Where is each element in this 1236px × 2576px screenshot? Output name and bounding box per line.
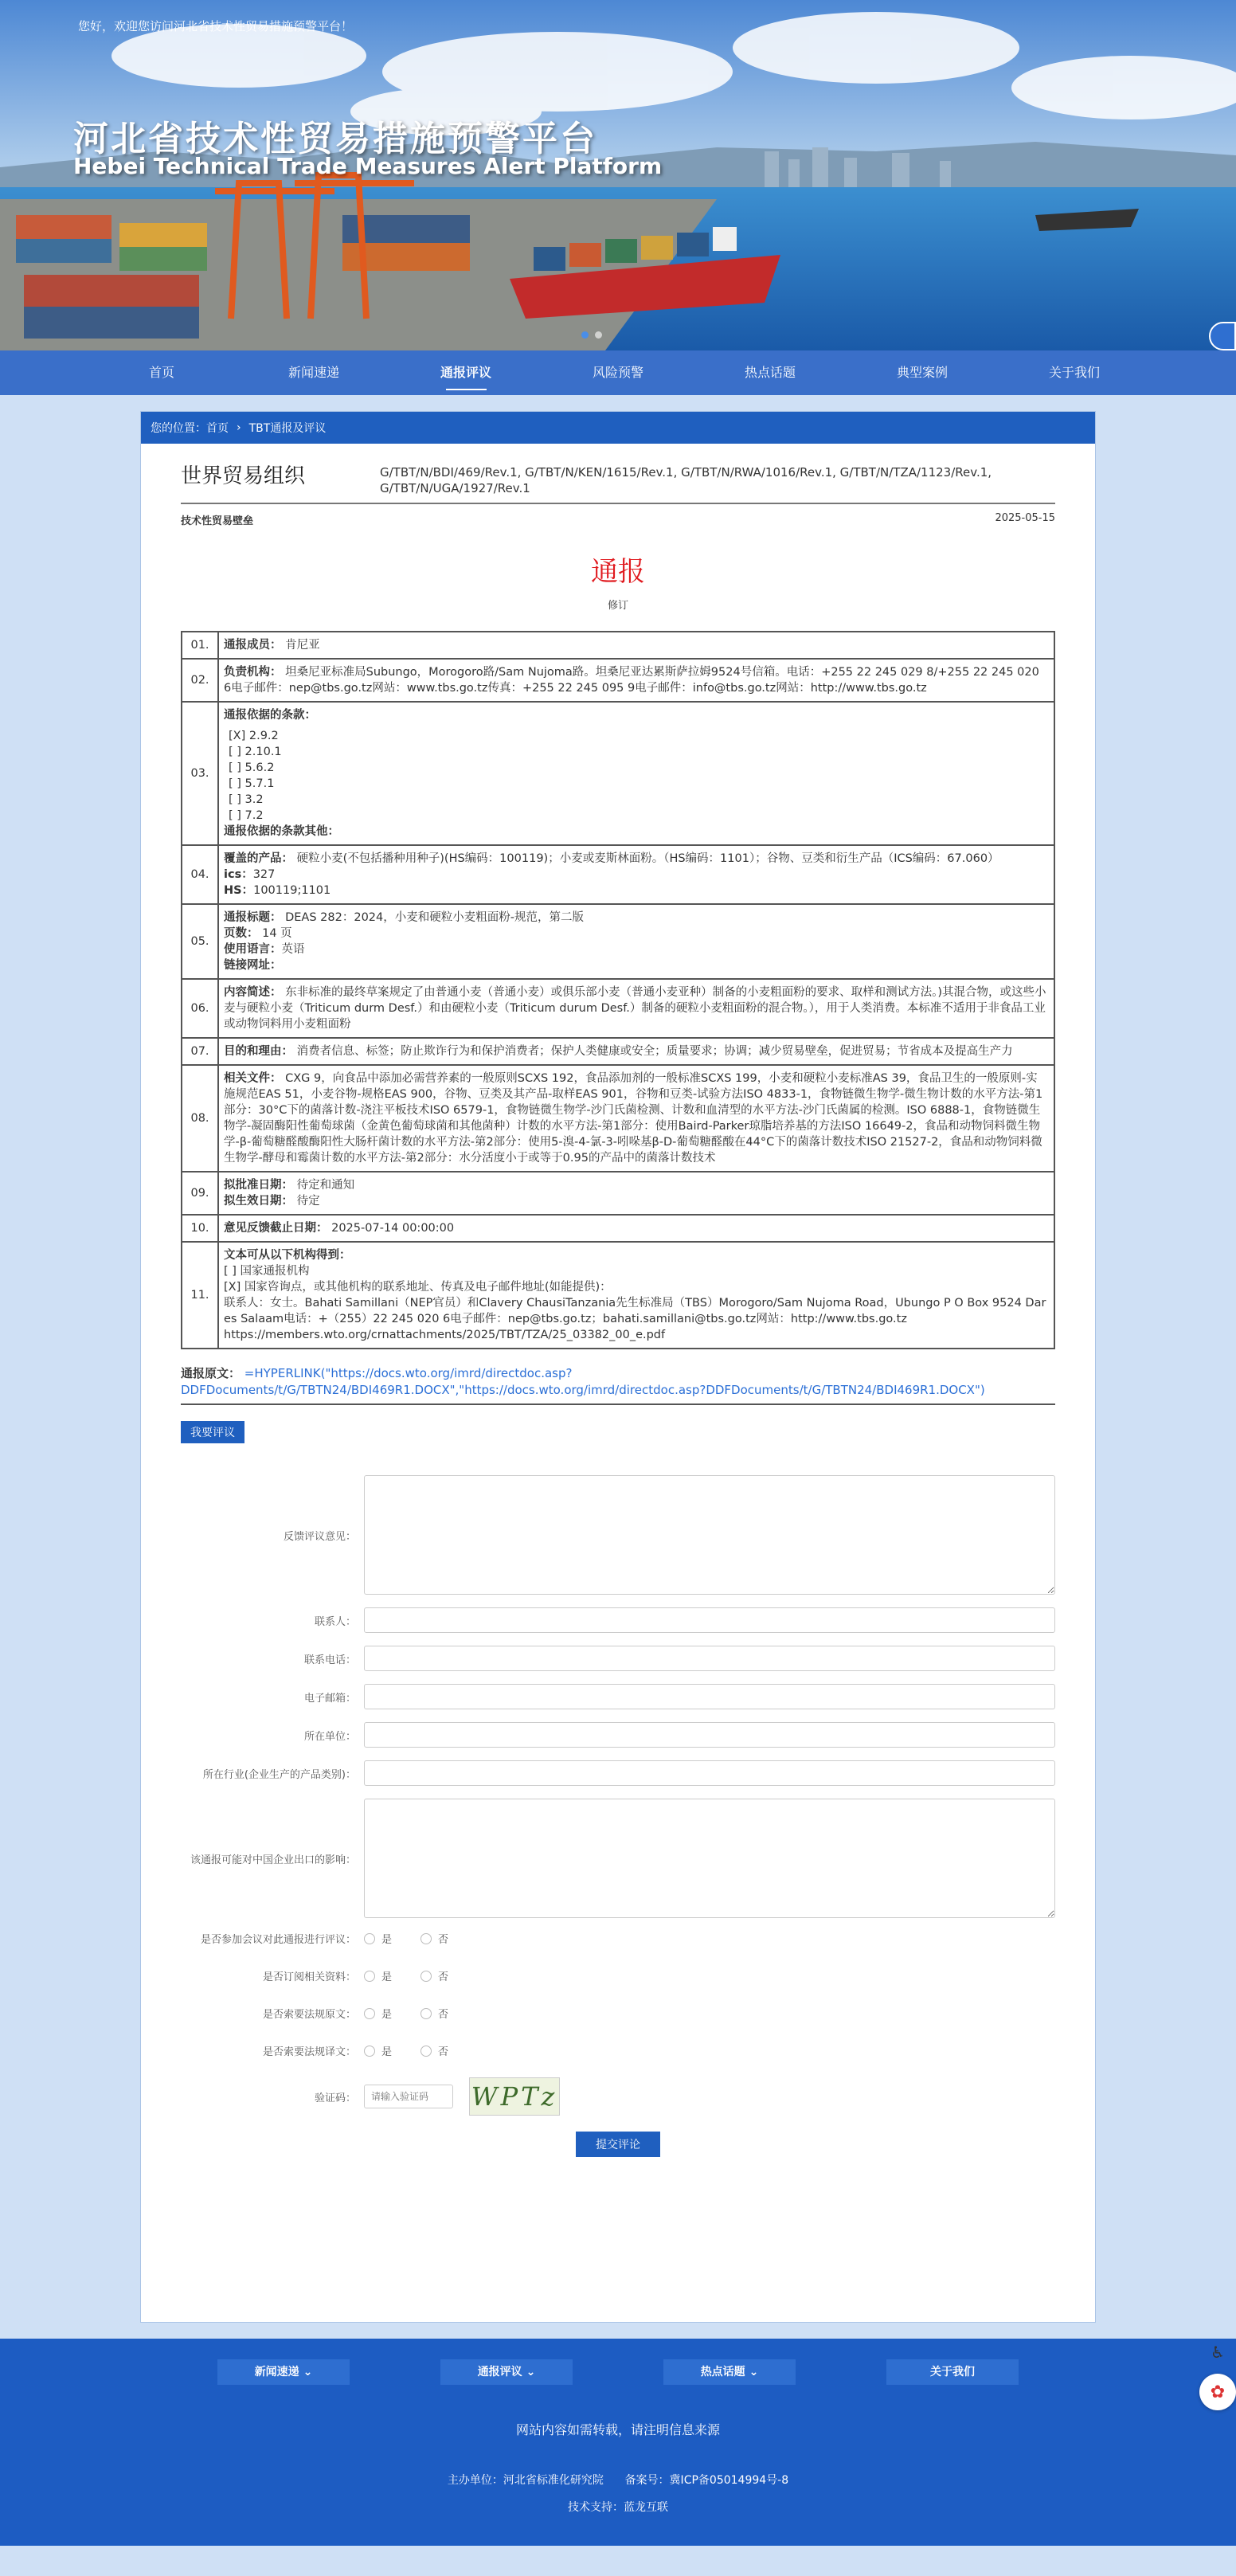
hs-label: HS： (224, 884, 254, 897)
industry-input[interactable] (364, 1760, 1055, 1786)
row-number: 09. (182, 1172, 218, 1215)
row-number: 08. (182, 1065, 218, 1172)
impact-label: 该通报可能对中国企业出口的影响： (190, 1854, 356, 1866)
row-label: 文本可从以下机构得到： (224, 1249, 351, 1262)
breadcrumb-home[interactable]: 首页 (206, 422, 229, 435)
row-label: 意见反馈截止日期： (224, 1222, 328, 1235)
document-numbers: G/TBT/N/BDI/469/Rev.1, G/TBT/N/KEN/1615/Rev.1, G/TBT/N/RWA/1016/Rev.1, G/TBT/N/TZA/1123/Rev.1, G/TBT/N/UGA/1927/Rev.1 (380, 465, 992, 495)
notice-category: 技术性贸易壁垒 (181, 515, 254, 527)
radio-no[interactable]: 否 (420, 2043, 448, 2058)
chat-service-icon[interactable]: ✿ (1199, 2374, 1236, 2410)
chevron-down-icon: ⌄ (749, 2366, 759, 2378)
row-text: 2025-07-14 00:00:00 (331, 1222, 455, 1235)
carousel-dot[interactable] (595, 331, 602, 339)
contact-input[interactable] (364, 1607, 1055, 1633)
radio-no[interactable]: 否 (420, 1931, 448, 1946)
clause-item: [ ] 5.7.1 (229, 777, 275, 790)
radio-label: 是否参加会议对此通报进行评议： (200, 1934, 356, 1946)
row-label: 相关文件： (224, 1072, 282, 1085)
row-text: 联系人：女士。Bahati Samillani（NEP官员）和Clavery ChausiTanzania先生标准局（TBS）Morogoro/Sam Nujoma Road，Ubungo P O Box 9524 Dar es Salaam电话：+（255）22 245 020 6电子邮件：nep@tbs.go.tz；bahati.samillani@tbs.go.tz网站：http://www.tbs.go.tz https://members.wto.org/crnattachments/2025/TBT/TZA/25_03382_00_e.pdf (224, 1297, 1046, 1341)
table-row (182, 1242, 1054, 1349)
row-number: 05. (182, 904, 218, 979)
row-text: CXG 9，向食品中添加必需营养素的一般原则SCXS 192，食品添加剂的一般标准SCXS 199，小麦和硬粒小麦标准AS 39，食品卫生的一般原则-实施规范EAS 51，小麦谷物-规格EAS 900，谷物、豆类及其产品-取样EAS 901，谷物和豆类-试验方法ISO 4833-1，食物链微生物学-微生物计数的水平方法-第1部分：30°C下的菌落计数-浇注平板技术ISO 6579-1，食物链微生物学-沙门氏菌检测、计数和血清型的水平方法-沙门氏菌属的检测。ISO 6888-1，食物链微生物学-凝固酶阳性葡萄球菌（金黄色葡萄球菌和其他菌种）计数的水平方法-第1部分：使用Baird-Parker琼脂培养基的方法ISO 16649-2，食品和动物饲料微生物学-β-葡萄糖醛酸酶阳性大肠杆菌计数的水平方法-第2部分：使用5-溴-4-氯-3-吲哚基β-D-葡萄糖醛酸在44°C下的菌落计数技术ISO 21527-2，食品和动物饲料微生物学-酵母和霉菌计数的水平方法-第2部分：水分活度小于或等于0.95的产品中的菌落计数技术 (224, 1072, 1043, 1165)
footer (0, 2339, 1236, 2546)
table-row (182, 702, 1054, 845)
chevron-right-icon: › (237, 421, 241, 434)
nav-cases[interactable]: 典型案例 (896, 365, 948, 380)
row-label: 负责机构： (224, 666, 282, 679)
nav-notifications[interactable]: 通报评议 (390, 350, 542, 395)
row-number: 03. (182, 702, 218, 845)
nav-news[interactable]: 新闻速递 (287, 365, 339, 380)
carousel-dots (581, 331, 602, 339)
pages-value: 14 页 (262, 927, 292, 940)
row-text: 待定和通知 (296, 1179, 355, 1192)
nav-hot-topics[interactable]: 热点话题 (744, 365, 796, 380)
table-row (182, 1038, 1054, 1065)
captcha-input[interactable] (364, 2085, 453, 2108)
table-row (182, 1172, 1054, 1215)
clause-item: [ ] 2.10.1 (229, 746, 282, 758)
contact-label: 联系人： (314, 1615, 356, 1628)
notice-table (181, 631, 1055, 1349)
captcha-label: 验证码： (314, 2092, 356, 2104)
review-button[interactable]: 我要评议 (181, 1421, 244, 1443)
side-tool-icon[interactable] (1209, 322, 1236, 350)
row-label: 通报成员： (224, 639, 282, 652)
footer-nav-hot-topics[interactable]: 热点话题 ⌄ (663, 2359, 796, 2385)
footer-nav-about[interactable]: 关于我们 (886, 2359, 1019, 2385)
footer-notice: 网站内容如需转载，请注明信息来源 (515, 2422, 720, 2437)
table-row (182, 904, 1054, 979)
feedback-label: 反馈评议意见： (283, 1530, 356, 1543)
footer-sponsor: 主办单位：河北省标准化研究院 (447, 2474, 604, 2487)
row-label: 拟生效日期： (224, 1195, 293, 1208)
footer-tech-support: 技术支持：蓝龙互联 (568, 2501, 668, 2514)
row-number: 01. (182, 632, 218, 659)
nav-home[interactable]: 首页 (148, 365, 174, 380)
breadcrumb-current: TBT通报及评议 (248, 422, 327, 435)
row-text: [X] 国家咨询点，或其他机构的联系地址、传真及电子邮件地址(如能提供)： (224, 1281, 612, 1294)
captcha-image[interactable]: WPTz (469, 2077, 560, 2116)
table-row (182, 632, 1054, 659)
submit-button[interactable]: 提交评论 (576, 2132, 660, 2157)
pages-label: 页数： (224, 927, 259, 940)
clause-item: [ ] 5.6.2 (229, 761, 275, 774)
breadcrumb-prefix: 您的位置： (151, 422, 206, 435)
footer-nav-news[interactable]: 新闻速递 ⌄ (217, 2359, 350, 2385)
ics-label: ics： (224, 868, 253, 881)
phone-input[interactable] (364, 1646, 1055, 1671)
row-number: 10. (182, 1215, 218, 1242)
row-label: 覆盖的产品： (224, 852, 293, 865)
row-label: 目的和理由： (224, 1045, 293, 1058)
phone-label: 联系电话： (303, 1654, 356, 1666)
radio-label: 是否索要法规译文： (262, 2046, 356, 2058)
feedback-textarea[interactable] (364, 1475, 1055, 1595)
main-panel (140, 411, 1096, 2323)
clause-item: [ ] 7.2 (229, 809, 264, 822)
radio-yes[interactable]: 是 (364, 2043, 392, 2058)
row-text: 肯尼亚 (285, 639, 320, 652)
welcome-text: 您好，欢迎您访问河北省技术性贸易措施预警平台！ (78, 19, 354, 33)
radio-label: 是否索要法规原文： (262, 2009, 356, 2021)
language-label: 使用语言： (224, 943, 282, 956)
radio-yes[interactable]: 是 (364, 1931, 392, 1946)
row-text: 硬粒小麦(不包括播种用种子)(HS编码：100119)；小麦或麦斯林面粉。（HS编码：1101）；谷物、豆类和衍生产品（ICS编码：67.060） (296, 852, 999, 865)
ics-value: 327 (252, 868, 276, 881)
row-text: DEAS 282：2024，小麦和硬粒小麦粗面粉-规范，第二版 (285, 911, 584, 924)
row-text: 坦桑尼亚标准局Subungo，Morogoro路/Sam Nujoma路。坦桑尼亚达累斯萨拉姆9524号信箱。电话：+255 22 245 029 8/+255 22 245 020 6电子邮件：nep@tbs.go.tz网站：www.tbs.go.tz传真：+255 22 245 095 9电子邮件：info@tbs.go.tz网站：http://www.tbs.go.tz (224, 666, 1039, 695)
table-row (182, 1215, 1054, 1242)
row-text: 消费者信息、标签；防止欺诈行为和保护消费者；保护人类健康或安全；质量要求；协调；减少贸易壁垒，促进贸易；节省成本及提高生产力 (296, 1045, 1013, 1058)
review-form (181, 1475, 1055, 2157)
radio-yes[interactable]: 是 (364, 2006, 392, 2021)
radio-no[interactable]: 否 (420, 2006, 448, 2021)
chevron-down-icon: ⌄ (526, 2366, 536, 2378)
row-number: 11. (182, 1242, 218, 1349)
original-text-label: 通报原文： (181, 1366, 241, 1380)
industry-label: 所在行业(企业生产的产品类别)： (202, 1768, 356, 1781)
notice-title: 通报 (591, 556, 645, 588)
row-number: 02. (182, 659, 218, 702)
email-label: 电子邮箱： (303, 1692, 356, 1705)
row-label: 通报依据的条款： (224, 709, 316, 722)
row-text: 东非标准的最终草案规定了由普通小麦（普通小麦）或俱乐部小麦（普通小麦亚种）制备的小麦粗面粉的要求、取样和测试方法。)其混合物，或这些小麦与硬粒小麦（Triticum durm Desf.）和由硬粒小麦（Triticum durum Desf.）制备的硬粒小麦粗面粉的混合物。），用于人类消费。本标准不适用于非食品工业或动物饲料用小麦粗面粉 (224, 986, 1046, 1031)
row-number: 07. (182, 1038, 218, 1065)
radio-no[interactable]: 否 (420, 1968, 448, 1983)
site-title: 河北省技术性贸易措施预警平台 (73, 119, 597, 159)
link-label: 链接网址： (224, 959, 282, 972)
main-nav (0, 350, 1236, 395)
breadcrumb (141, 412, 1095, 444)
row-text: [ ] 国家通报机构 (224, 1265, 310, 1278)
table-row (182, 845, 1054, 904)
footer-icp[interactable]: 备案号：冀ICP备05014994号-8 (624, 2474, 789, 2487)
row-label: 通报依据的条款其他： (224, 825, 339, 838)
row-label: 拟批准日期： (224, 1179, 293, 1192)
chevron-down-icon: ⌄ (303, 2366, 313, 2378)
hs-value: 100119;1101 (253, 884, 331, 897)
accessibility-icon[interactable]: ♿ (1211, 2343, 1225, 2362)
row-label: 内容简述： (224, 986, 282, 999)
table-row (182, 659, 1054, 702)
footer-nav-notifications[interactable]: 通报评议 ⌄ (440, 2359, 573, 2385)
clause-item: [ ] 3.2 (229, 793, 264, 806)
table-row (182, 1065, 1054, 1172)
organization-name: 世界贸易组织 (181, 464, 306, 488)
unit-label: 所在单位： (303, 1730, 356, 1743)
radio-label: 是否订阅相关资料： (262, 1971, 356, 1983)
unit-input[interactable] (364, 1722, 1055, 1748)
nav-about[interactable]: 关于我们 (1048, 365, 1100, 380)
notice-date: 2025-05-15 (995, 512, 1055, 524)
row-number: 06. (182, 979, 218, 1038)
site-title-en: Hebei Technical Trade Measures Alert Platform (73, 153, 663, 179)
language-value: 英语 (281, 943, 305, 956)
carousel-dot[interactable] (581, 331, 589, 339)
notice-subtitle: 修订 (607, 600, 628, 612)
row-text: 待定 (296, 1195, 320, 1208)
original-text-link[interactable]: =HYPERLINK("https://docs.wto.org/imrd/directdoc.asp?DDFDocuments/t/G/TBTN24/BDI469R1.DOCX","https://docs.wto.org/imrd/directdoc.asp?DDFDocuments/t/G/TBTN24/BDI469R1.DOCX") (181, 1366, 985, 1397)
clause-item: [X] 2.9.2 (229, 730, 279, 742)
row-number: 04. (182, 845, 218, 904)
radio-yes[interactable]: 是 (364, 1968, 392, 1983)
table-row (182, 979, 1054, 1038)
impact-textarea[interactable] (364, 1799, 1055, 1918)
hero-banner (0, 0, 1236, 350)
row-label: 通报标题： (224, 911, 282, 924)
email-input[interactable] (364, 1684, 1055, 1709)
nav-risk-alert[interactable]: 风险预警 (592, 365, 643, 380)
